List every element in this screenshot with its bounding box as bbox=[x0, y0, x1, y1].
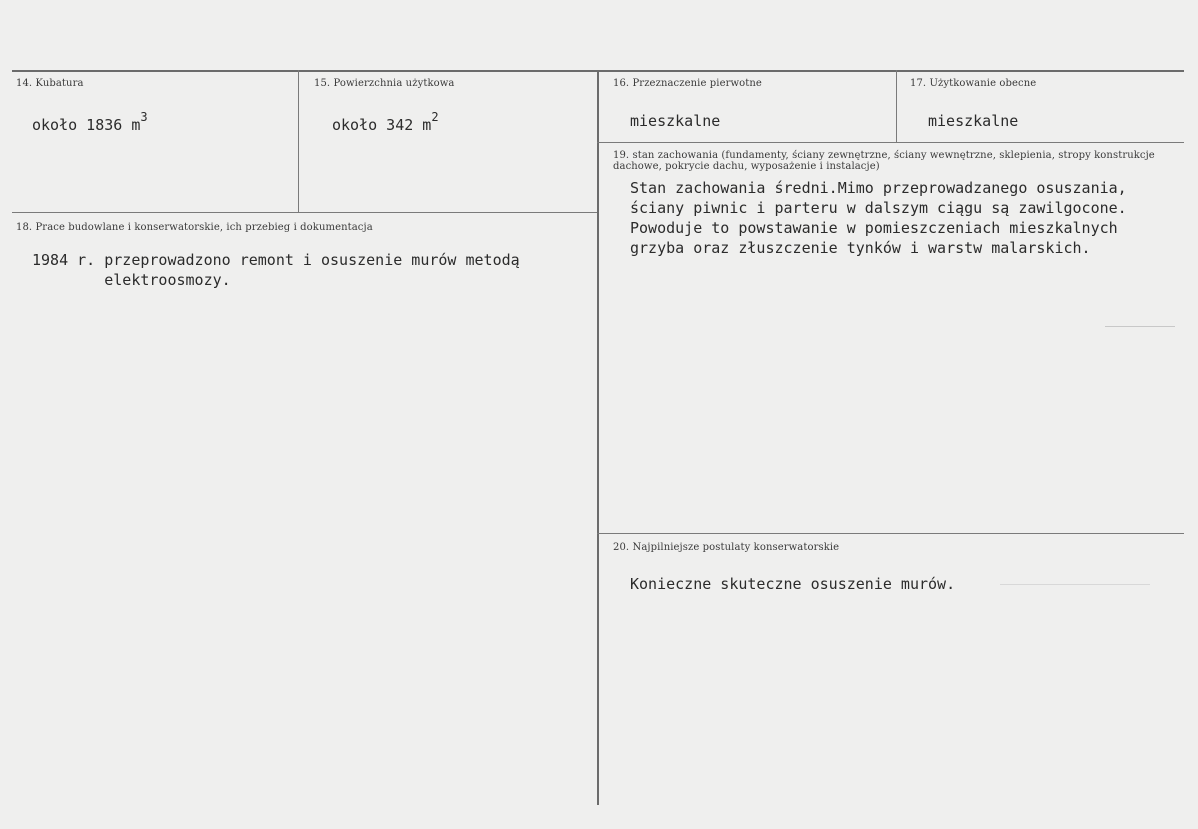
smudge bbox=[1105, 326, 1175, 327]
field-19-line-2: ściany piwnic i parteru w dalszym ciągu są zawilgocone. bbox=[630, 199, 1127, 217]
field-18-line-2: elektroosmozy. bbox=[32, 271, 231, 289]
rule-under-14-15 bbox=[12, 212, 597, 213]
field-20-label: 20. Najpilniejsze postulaty konserwatorskie bbox=[613, 542, 840, 553]
smudge bbox=[1000, 584, 1150, 585]
rule-above-20 bbox=[597, 533, 1184, 534]
rule-under-16-17 bbox=[597, 142, 1184, 143]
field-15-unit-exponent: 2 bbox=[431, 110, 439, 124]
field-19-line-1: Stan zachowania średni.Mimo przeprowadzanego osuszania, bbox=[630, 179, 1127, 197]
field-14-label: 14. Kubatura bbox=[16, 78, 84, 89]
field-16-value: mieszkalne bbox=[630, 112, 721, 130]
field-18-label: 18. Prace budowlane i konserwatorskie, ich przebieg i dokumentacja bbox=[16, 222, 373, 233]
field-16-label: 16. Przeznaczenie pierwotne bbox=[613, 78, 762, 89]
field-15-value bbox=[332, 110, 439, 136]
field-19-line-3: Powoduje to powstawanie w pomieszczeniach mieszkalnych bbox=[630, 219, 1118, 237]
field-17-value: mieszkalne bbox=[928, 112, 1019, 130]
field-17-label: 17. Użytkowanie obecne bbox=[910, 78, 1037, 89]
divider-16-17 bbox=[896, 70, 897, 142]
field-14-text: około 1836 m bbox=[32, 116, 141, 134]
field-19-label: 19. stan zachowania (fundamenty, ściany zewnętrzne, ściany wewnętrzne, sklepienia, stropy konstrukcje dachowe, pokrycie dachu, wyposażenie i instalacje) bbox=[613, 150, 1155, 172]
field-18-line-1: 1984 r. przeprowadzono remont i osuszenie murów metodą bbox=[32, 251, 520, 269]
field-19-line-4: grzyba oraz złuszczenie tynków i warstw malarskich. bbox=[630, 239, 1091, 257]
divider-14-15 bbox=[298, 70, 299, 212]
center-divider bbox=[597, 70, 599, 805]
field-20-value: Konieczne skuteczne osuszenie murów. bbox=[630, 575, 956, 593]
field-15-label: 15. Powierzchnia użytkowa bbox=[314, 78, 455, 89]
field-15-text: około 342 m bbox=[332, 116, 432, 134]
field-14-value bbox=[32, 110, 148, 136]
field-14-unit-exponent: 3 bbox=[140, 110, 148, 124]
